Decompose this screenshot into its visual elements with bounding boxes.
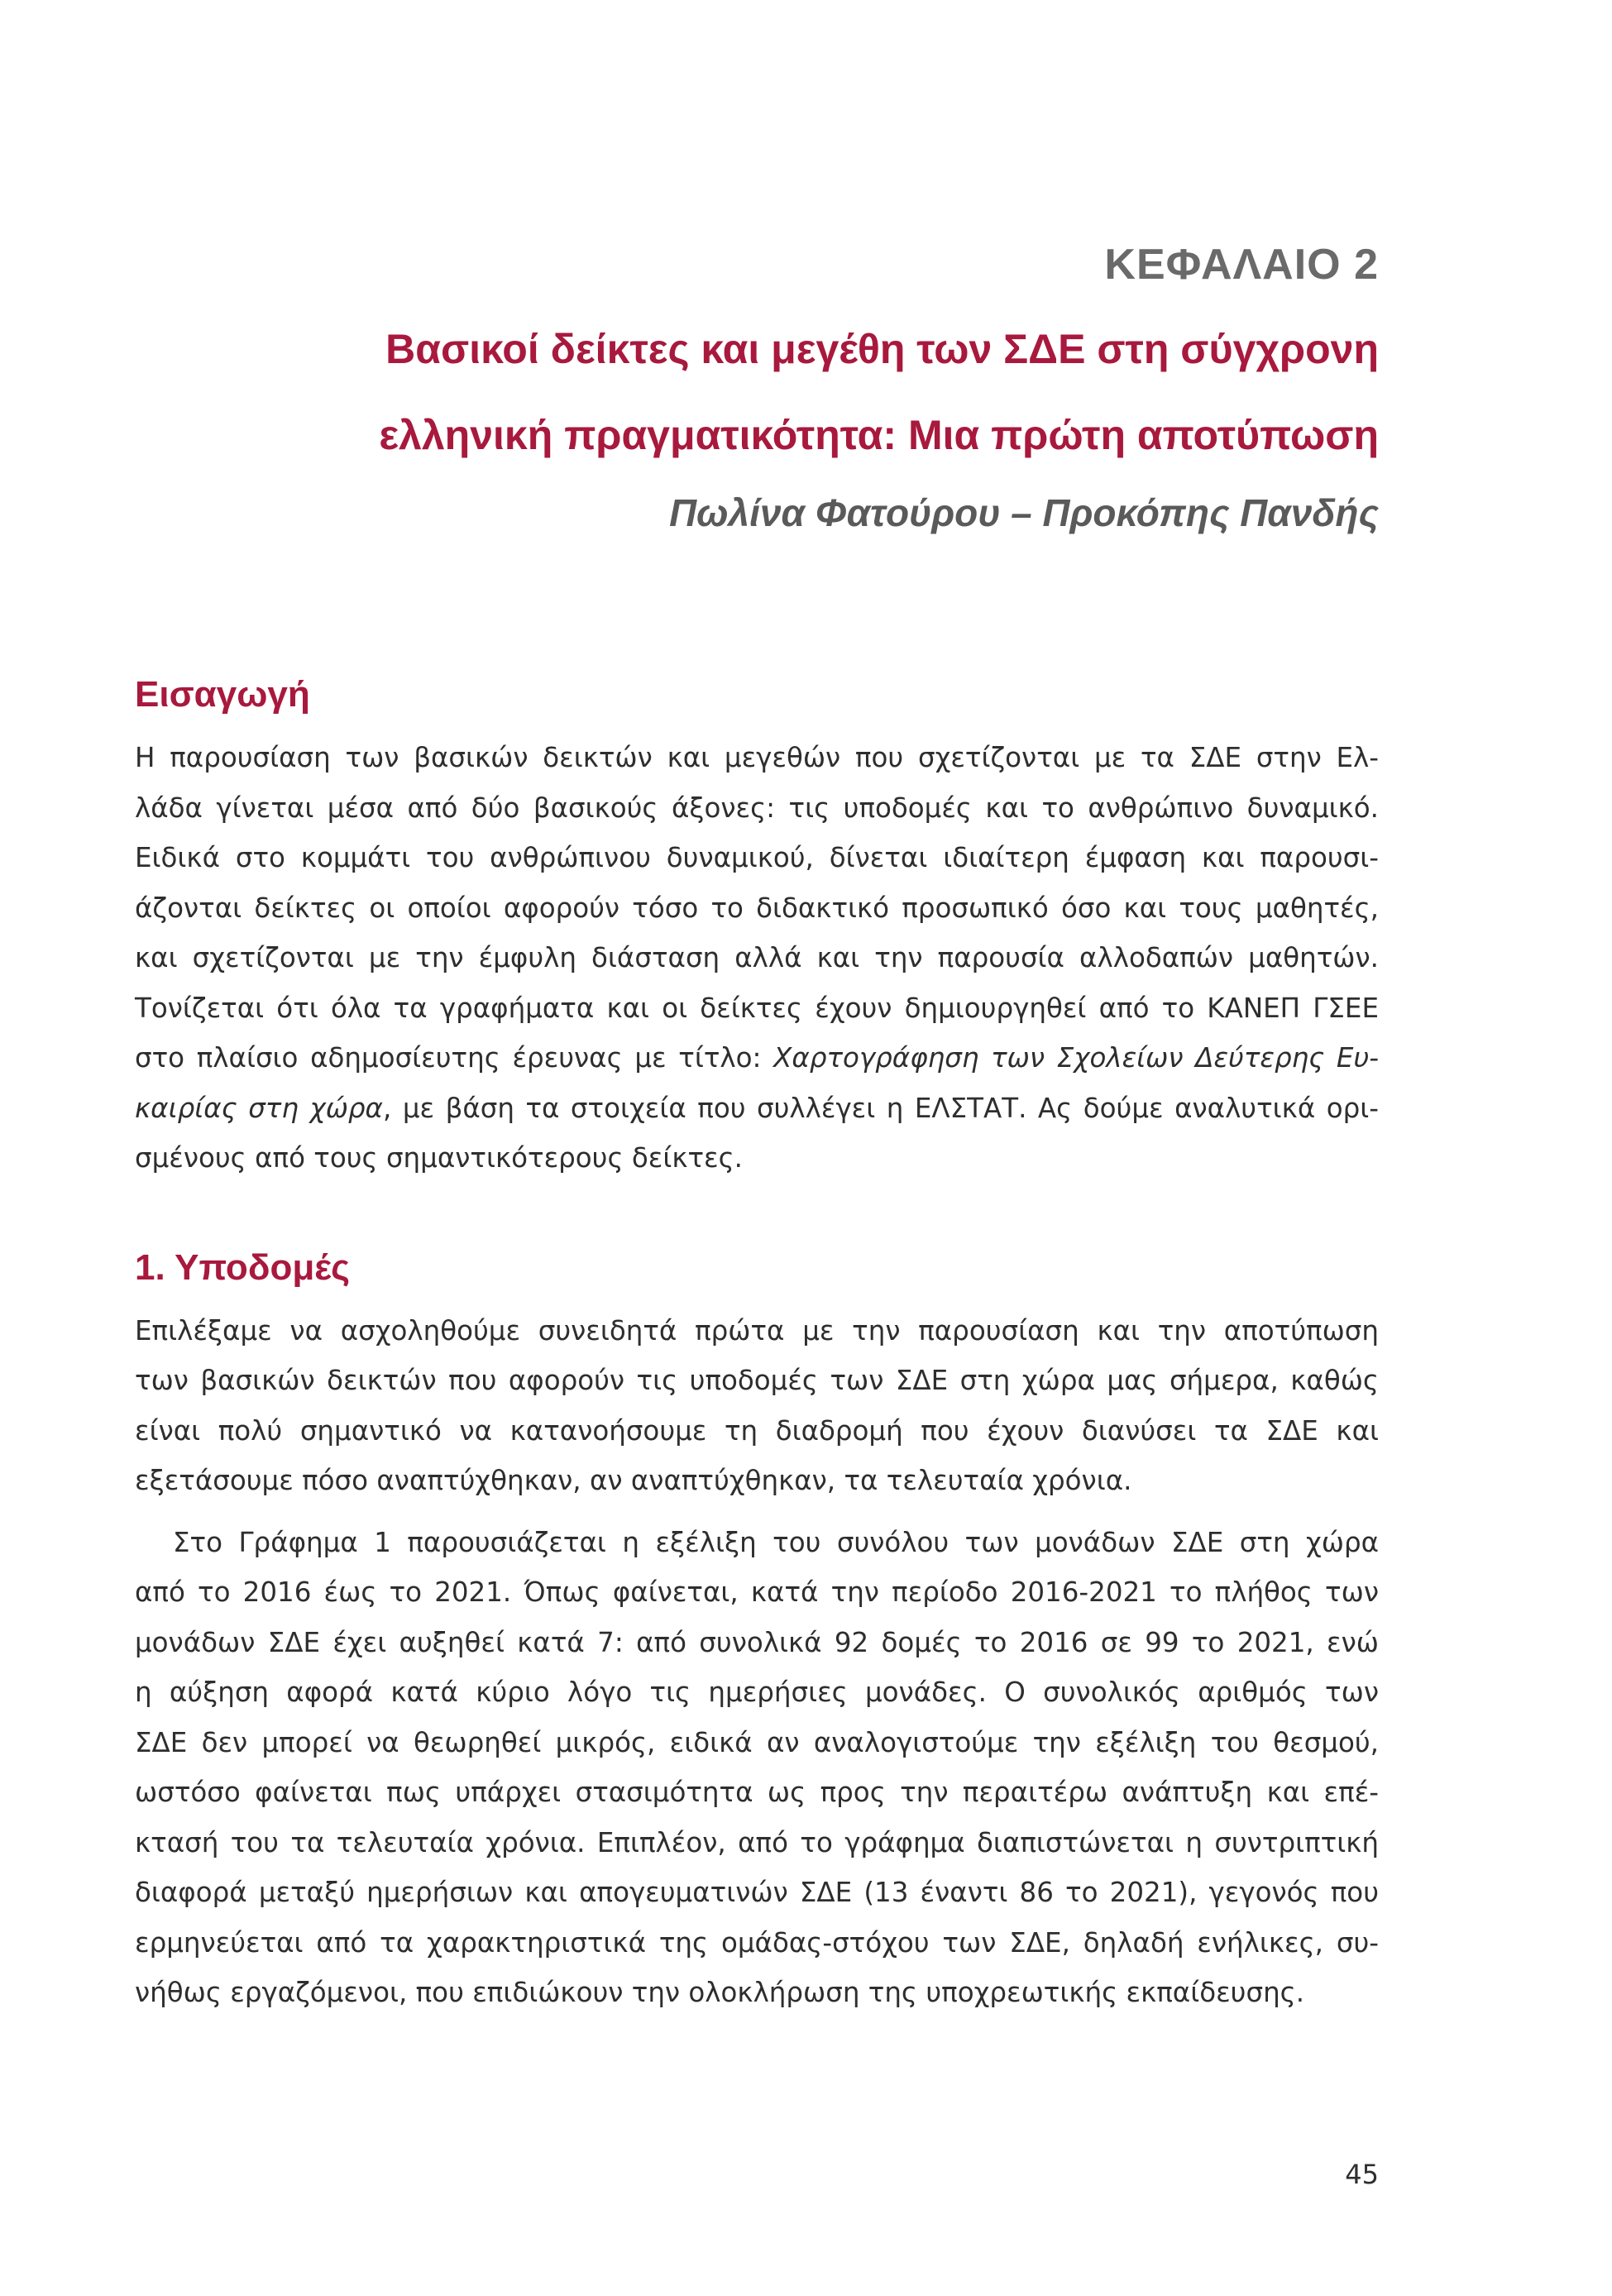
section-heading-infrastructure: 1. Υποδομές bbox=[135, 1246, 351, 1288]
text-line: άζονται δείκτες οι οποίοι αφορούν τόσο το διδακτικό προσωπικό όσο και τους μαθητές, bbox=[135, 892, 1379, 924]
text-line bbox=[135, 1033, 1379, 1083]
text-line: ΣΔΕ δεν μπορεί να θεωρηθεί μικρός, ειδικά αν αναλογιστούμε την εξέλιξη του θεσμού, bbox=[135, 1726, 1379, 1758]
paragraph-infrastructure-1 bbox=[135, 1306, 1379, 1506]
text-line: Ειδικά στο κομμάτι του ανθρώπινου δυναμικού, δίνεται ιδιαίτερη έμφαση και παρουσι- bbox=[135, 842, 1379, 873]
text-line: διαφορά μεταξύ ημερήσιων και απογευματινών ΣΔΕ (13 έναντι 86 το 2021), γεγονός που bbox=[135, 1877, 1379, 1908]
paragraph-intro bbox=[135, 733, 1379, 1184]
text-line: και σχετίζονται με την έμφυλη διάσταση αλλά και την παρουσία αλλοδαπών μαθητών. bbox=[135, 942, 1379, 973]
chapter-title-line: ελληνική πραγματικότητα: Μια πρώτη αποτύπωση bbox=[379, 412, 1379, 458]
text-line: Η παρουσίαση των βασικών δεικτών και μεγεθών που σχετίζονται με τα ΣΔΕ στην Ελ- bbox=[135, 742, 1379, 773]
text-line: είναι πολύ σημαντικό να κατανοήσουμε τη διαδρομή που έχουν διανύσει τα ΣΔΕ και bbox=[135, 1414, 1379, 1447]
text-line: μονάδων ΣΔΕ έχει αυξηθεί κατά 7: από συνολικά 92 δομές το 2016 σε 99 το 2021, ενώ bbox=[135, 1626, 1379, 1658]
chapter-label: ΚΕΦΑΛΑΙΟ 2 bbox=[1104, 241, 1379, 289]
italic-title-span: Χαρτογράφηση των Σχολείων Δεύτερης Ευ- bbox=[773, 1042, 1379, 1074]
chapter-title-line: Βασικοί δείκτες και μεγέθη των ΣΔΕ στη σύγχρονη bbox=[385, 326, 1379, 372]
main-content bbox=[135, 662, 1379, 2018]
text-line: σμένους από τους σημαντικότερους δείκτες. bbox=[135, 1142, 744, 1174]
text-line: Επιλέξαμε να ασχοληθούμε συνειδητά πρώτα με την παρουσίαση και την αποτύπωση bbox=[135, 1314, 1379, 1347]
text-line: εξετάσουμε πόσο αναπτύχθηκαν, αν αναπτύχθηκαν, τα τελευταία χρόνια. bbox=[135, 1465, 1132, 1496]
text-line: των βασικών δεικτών που αφορούν τις υποδομές των ΣΔΕ στη χώρα μας σήμερα, καθώς bbox=[135, 1365, 1379, 1396]
chapter-title bbox=[221, 306, 1379, 478]
section-heading-intro: Εισαγωγή bbox=[135, 674, 310, 715]
text-line: κτασή του τα τελευταία χρόνια. Επιπλέον, από το γράφημα διαπιστώνεται η συντριπτική bbox=[135, 1826, 1379, 1858]
text-line: ερμηνεύεται από τα χαρακτηριστικά της ομάδας-στόχου των ΣΔΕ, δηλαδή ενήλικες, συ- bbox=[135, 1926, 1379, 1959]
paragraph-infrastructure-2 bbox=[135, 1518, 1379, 2018]
text-line: λάδα γίνεται μέσα από δύο βασικούς άξονες: τις υποδομές και το ανθρώπινο δυναμικό. bbox=[135, 792, 1379, 824]
text-line: Τονίζεται ότι όλα τα γραφήματα και οι δείκτες έχουν δημιουργηθεί από το ΚΑΝΕΠ ΓΣΕΕ bbox=[135, 992, 1379, 1024]
text-line: Στο Γράφημα 1 παρουσιάζεται η εξέλιξη του συνόλου των μονάδων ΣΔΕ στη χώρα bbox=[173, 1526, 1379, 1558]
chapter-authors: Πωλίνα Φατούρου – Προκόπης Πανδής bbox=[669, 491, 1379, 534]
text-line: από το 2016 έως το 2021. Όπως φαίνεται, κατά την περίοδο 2016-2021 το πλήθος των bbox=[135, 1576, 1379, 1608]
italic-title-span: καιρίας στη χώρα bbox=[135, 1092, 383, 1124]
chapter-header bbox=[221, 232, 1379, 548]
text-line bbox=[135, 1083, 1379, 1134]
text-line: νήθως εργαζόμενοι, που επιδιώκουν την ολοκλήρωση της υποχρεωτικής εκπαίδευσης. bbox=[135, 1977, 1305, 2008]
page-number: 45 bbox=[1345, 2159, 1379, 2190]
text-line: ωστόσο φαίνεται πως υπάρχει στασιμότητα ως προς την περαιτέρω ανάπτυξη και επέ- bbox=[135, 1777, 1379, 1808]
text-span: , με βάση τα στοιχεία που συλλέγει η ΕΛΣΤΑΤ. Ας δούμε αναλυτικά ορι- bbox=[382, 1092, 1379, 1124]
text-line: η αύξηση αφορά κατά κύριο λόγο τις ημερήσιες μονάδες. Ο συνολικός αριθμός των bbox=[135, 1677, 1379, 1708]
text-span: στο πλαίσιο αδημοσίευτης έρευνας με τίτλο: bbox=[135, 1042, 774, 1074]
